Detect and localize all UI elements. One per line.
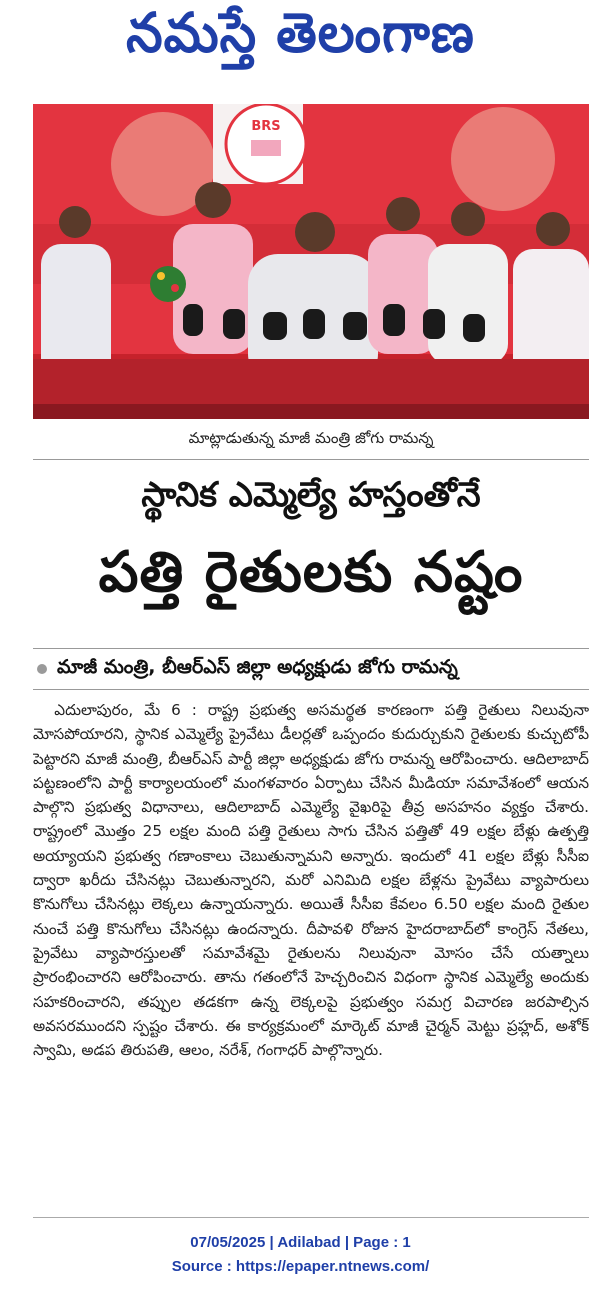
divider <box>33 1217 589 1218</box>
headline-line-1: స్థానిక ఎమ్మెల్యే హస్తంతోనే <box>141 475 481 515</box>
masthead <box>0 0 601 80</box>
subheadline-text: మాజీ మంత్రి, బీఆర్ఎస్ జిల్లా అధ్యక్షుడు జోగు రామన్న <box>57 655 458 678</box>
source-link[interactable]: Source : https://epaper.ntnews.com/ <box>171 1258 430 1275</box>
brs-logo-text: BRS <box>251 119 281 134</box>
bullet-icon <box>37 664 47 674</box>
article-body: ఎదులాపురం, మే 6 : రాష్ట్ర ప్రభుత్వ అసమర్థత కారణంగా పత్తి రైతులు నిలువునా మోసపోయారని, స్థానిక ఎమ్మెల్యే ప్రైవేటు డీలర్లతో ఒప్పందం కుదుర్చుకుని రైతులకు కుచ్చుటోపీ పెట్టారని మాజీ మంత్రి, బీఆర్ఎస్ పార్టీ జిల్లా అధ్యక్షుడు జోగు రామన్న ఆరోపించారు. ఆదిలాబాద్ పట్టణంలోని పార్టీ కార్యాలయంలో మంగళవారం ఏర్పాటు చేసిన మీడియా సమావేశంలో ఆయన పాల్గొని ప్రభుత్వ విధానాలు, ఆదిలాబాద్ ఎమ్మెల్యే వైఖరిపై తీవ్ర అసహనం వ్యక్తం చేశారు. రాష్ట్రంలో మొత్తం 25 లక్షల మంది పత్తి రైతులు సాగు చేసిన పత్తితో 49 లక్షల బేళ్లు ఉత్పత్తి అయ్యాయని ప్రభుత్వ గణాంకాలు చెబుతున్నామని అన్నారు. ఇందులో 41 లక్షల బేళ్లు సీసీఐ ద్వారా ఖరీదు చేసినట్లు చెబుతున్నారని, మరో ఎనిమిది లక్షల బేళ్లను ప్రైవేటు వ్యాపారులు కొనుగోలు చేసినట్లు లెక్కలు ఉన్నాయన్నారు. అయితే సీసీఐ కేవలం 6.50 లక్షల మంది రైతుల నుంచే పత్తి కొనుగోలు చేసినట్లు ఉందన్నారు. దీపావళి రోజున హైదరాబాద్‌లో కాంగ్రెస్ నేతలు, ప్రైవేటు వ్యాపారస్తులతో సమావేశమై రైతులను నిలువునా మోసం చేసే యత్నాలు ప్రారంభించారని ఆరోపించారు. తాను గతంలోనే హెచ్చరించిన విధంగా స్థానిక ఎమ్మెల్యే అందుకు సహకరించారని, తప్పుల తడకగా ఉన్న లెక్కలపై ప్రభుత్వం సమగ్ర విచారణ జరపాల్సిన అవసరముందని స్పష్టం చేశారు. ఈ కార్యక్రమంలో మార్కెట్ మాజీ చైర్మన్ మెట్టు ప్రహ్లద్, అశోక్ స్వామి, అడప తిరుపతి, ఆలం, నరేశ్, గంగాధర్ పాల్గొన్నారు. <box>33 701 589 1060</box>
news-photo <box>33 104 589 419</box>
edition-info: 07/05/2025 | Adilabad | Page : 1 <box>190 1234 411 1251</box>
press-meet-photo-illustration <box>33 104 589 419</box>
newspaper-title: నమస్తే తెలంగాణ <box>126 1 475 65</box>
photo-caption-text: మాట్లాడుతున్న మాజీ మంత్రి జోగు రామన్న <box>188 429 434 447</box>
photo-caption <box>33 421 589 460</box>
subheadline <box>33 648 589 690</box>
headline-line-2: పత్తి రైతులకు నష్టం <box>98 540 524 605</box>
